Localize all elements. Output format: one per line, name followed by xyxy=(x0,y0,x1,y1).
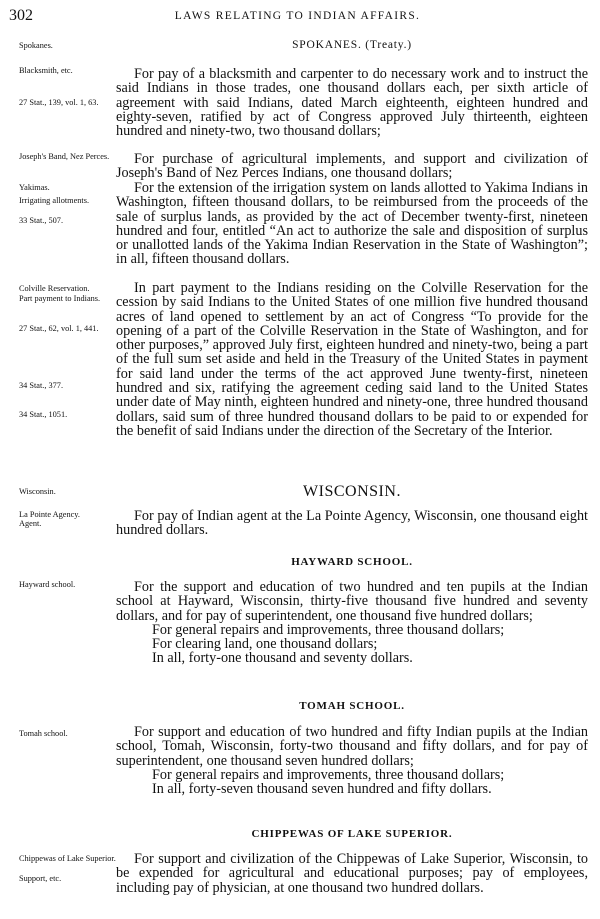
paragraph-josephs-band: For purchase of agricultural implements, and support and civilization of Joseph's Band of Nez Perces Indians, one thousand dollars; xyxy=(116,151,588,182)
page-number: 302 xyxy=(9,7,33,24)
margin-note-agent: Agent. xyxy=(19,519,42,528)
margin-note-hayward-school: Hayward school. xyxy=(19,580,76,589)
paragraph-colville: In part payment to the Indians residing on the Colville Reservation for the cession by said Indians to the United States of one million five hundred thousand acres of land opened to settlement by an act of Congress “To provide for the opening of a part of the Colville Reservation in the State of Washington, and for other purposes,” approved July first, eighteen hundred and ninety-two, being a part of the full sum set aside and held in the Treasury of the United States in payment for said land under the terms of the act approved June twenty-first, nineteen hundred and six, ratifying the agreement ceding said land to the United States under date of May ninth, eighteen hundred and ninety-one, three hundred thousand dollars, said sum of three hundred thousand dollars to be paid to or expended for the benefit of said Indians under the direction of the Secretary of the Interior. xyxy=(116,280,588,439)
margin-note-stat-1051: 34 Stat., 1051. xyxy=(19,410,68,419)
page-header xyxy=(9,7,586,27)
tomah-repairs-line: For general repairs and improvements, three thousand dollars; xyxy=(152,766,505,783)
paragraph-chippewas: For support and civilization of the Chippewas of Lake Superior, Wisconsin, to be expended for agricultural and educational purposes; pay of employees, including pay of physician, at one thousand two hundred dollars. xyxy=(116,851,588,896)
paragraph-tomah xyxy=(116,725,588,796)
paragraph-yakimas: For the extension of the irrigation system on lands allotted to Yakima Indians in Washington, fifteen thousand dollars, to be reimbursed from the proceeds of the sale of surplus lands, as provided by the act of December twenty-first, nineteen hundred and four, entitled “An act to authorize the sale and disposition of surplus or unallotted lands of the Yakima Indian Reservation in the State of Washington”; in all, fifteen thousand dollars. xyxy=(116,180,588,268)
margin-note-stat-62: 27 Stat., 62, vol. 1, 441. xyxy=(19,324,99,333)
margin-note-yakimas: Yakimas. xyxy=(19,183,50,192)
section-heading-tomah: TOMAH SCHOOL. xyxy=(299,700,405,712)
margin-note-stat-139: 27 Stat., 139, vol. 1, 63. xyxy=(19,98,99,107)
margin-note-irrigating: Irrigating allotments. xyxy=(19,196,90,205)
margin-note-stat-507: 33 Stat., 507. xyxy=(19,216,64,225)
hayward-total-line: In all, forty-one thousand and seventy dollars. xyxy=(152,650,413,667)
section-heading-hayward: HAYWARD SCHOOL. xyxy=(291,556,413,568)
margin-note-tomah-school: Tomah school. xyxy=(19,729,68,738)
margin-note-blacksmith: Blacksmith, etc. xyxy=(19,66,73,75)
margin-note-stat-377: 34 Stat., 377. xyxy=(19,381,64,390)
running-title: LAWS RELATING TO INDIAN AFFAIRS. xyxy=(174,10,421,22)
paragraph-blacksmith: For pay of a blacksmith and carpenter to do necessary work and to instruct the said Indians in those trades, one thousand dollars each, per sixth article of agreement with said Indians, dated March eighteenth, eighteen hundred and eighty-seven, ratified by act of Congress approved July thirteenth, eighteen hundred and ninety-two, two thousand dollars; xyxy=(116,66,588,140)
margin-note-la-pointe: La Pointe Agency. xyxy=(19,510,80,519)
margin-note-colville: Colville Reservation. xyxy=(19,284,90,293)
margin-note-josephs-band: Joseph's Band, Nez Perces. xyxy=(19,152,110,161)
paragraph-la-pointe: For pay of Indian agent at the La Pointe Agency, Wisconsin, one thousand eight hundred dollars. xyxy=(116,508,588,539)
tomah-total-line: In all, forty-seven thousand seven hundred and fifty dollars. xyxy=(152,781,492,798)
hayward-main-text: For the support and education of two hundred and ten pupils at the Indian school at Hayward, Wisconsin, thirty-five thousand five hundred and seventy dollars, and for pay of superintendent, one thousand five hundred dollars; xyxy=(116,579,588,624)
hayward-repairs-line: For general repairs and improvements, three thousand dollars; xyxy=(152,621,505,638)
margin-note-part-payment: Part payment to Indians. xyxy=(19,294,101,303)
margin-note-wisconsin: Wisconsin. xyxy=(19,487,56,496)
margin-note-support-etc: Support, etc. xyxy=(19,874,62,883)
tomah-main-text: For support and education of two hundred and fifty Indian pupils at the Indian school, Tomah, Wisconsin, forty-two thousand and fifty dollars, and for pay of superintendent, one thousand seven hundred dollars; xyxy=(116,724,588,769)
section-heading-wisconsin: WISCONSIN. xyxy=(303,483,401,500)
section-heading-spokanes: SPOKANES. (Treaty.) xyxy=(292,39,412,51)
hayward-clearing-line: For clearing land, one thousand dollars; xyxy=(152,636,378,653)
margin-note-spokanes: Spokanes. xyxy=(19,41,53,50)
section-heading-chippewas: CHIPPEWAS OF LAKE SUPERIOR. xyxy=(251,828,453,840)
margin-note-chippewas: Chippewas of Lake Superior. xyxy=(19,854,116,863)
paragraph-hayward xyxy=(116,580,588,666)
